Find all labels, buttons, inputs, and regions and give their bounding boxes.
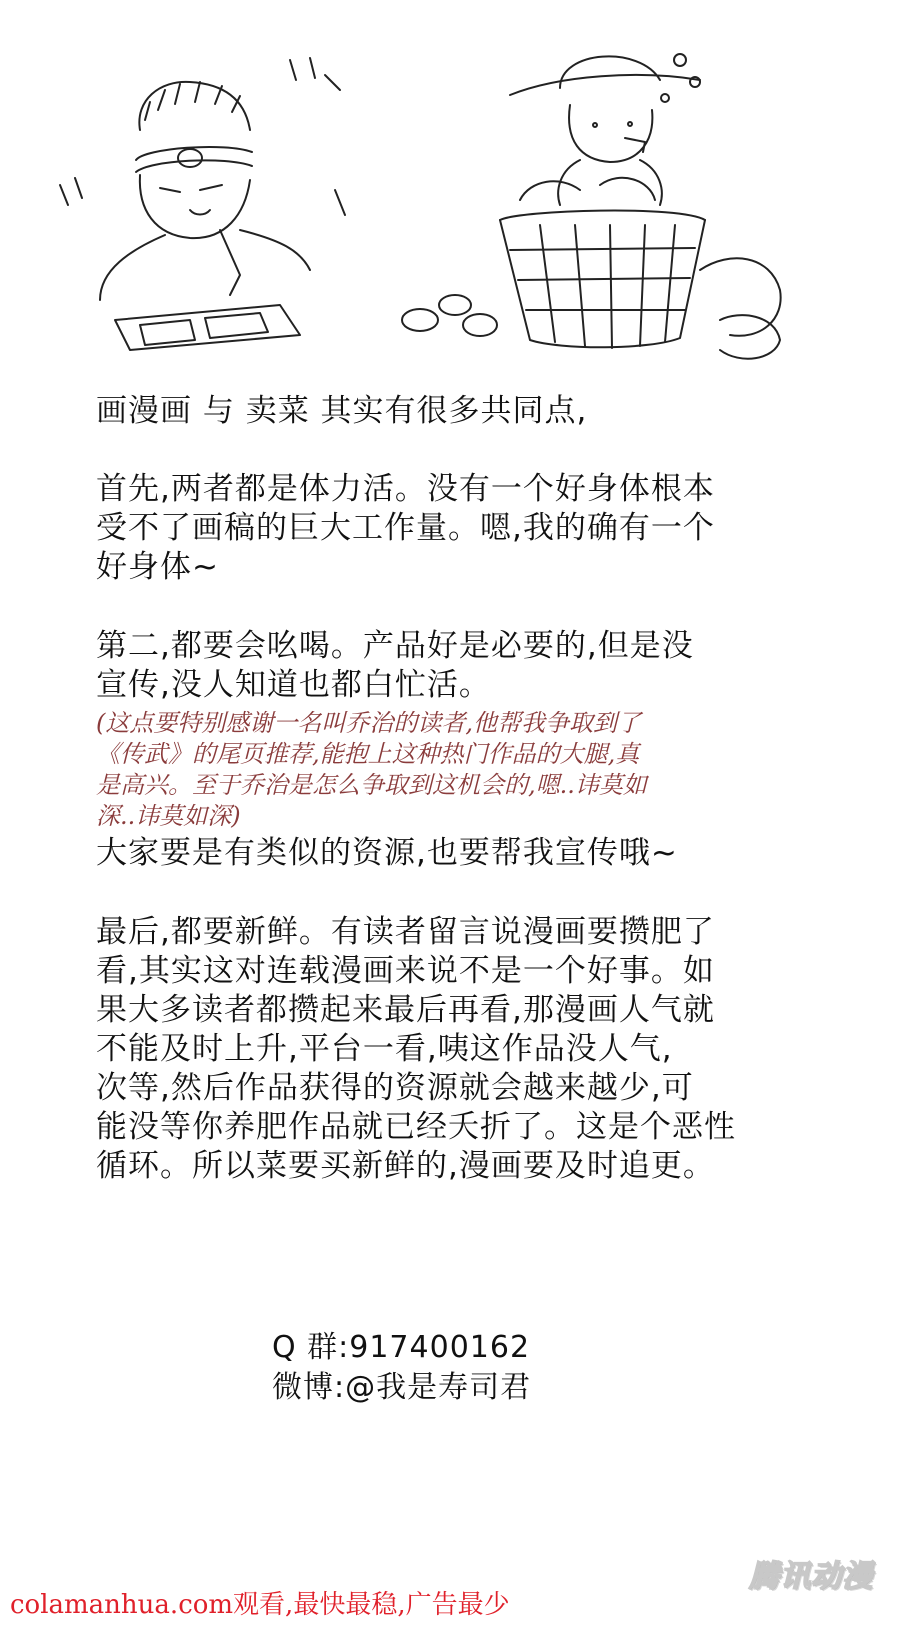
- intro-paragraph: 画漫画 与 卖菜 其实有很多共同点,: [96, 393, 588, 429]
- first-point-paragraph: 首先,两者都是体力活。没有一个好身体根本 受不了画稿的巨大工作量。嗯,我的确有一个 好身体~: [96, 471, 715, 585]
- vendor-figure: [402, 54, 781, 359]
- artist-figure: [60, 58, 345, 350]
- thanks-note: (这点要特别感谢一名叫乔治的读者,他帮我争取到了 《传武》的尾页推荐,能抱上这种热门作品的大腿,真 是高兴。至于乔治是怎么争取到这机会的,嗯..讳莫如 深..讳莫如深): [96, 709, 647, 830]
- footer-link-text: colamanhua.com观看,最快最稳,广告最少: [10, 1590, 510, 1620]
- promotion-request: 大家要是有类似的资源,也要帮我宣传哦~: [96, 835, 678, 871]
- last-point-paragraph: 最后,都要新鲜。有读者留言说漫画要攒肥了 看,其实这对连载漫画来说不是一个好事。如 果大多读者都攒起来最后再看,那漫画人气就 不能及时上升,平台一看,咦这作品没人气, 次等,然后作品获得的资源就会越来越少,可 能没等你养肥作品就已经夭折了。这是个恶性 循环。所以菜要买新鲜的,漫画要及时追更。: [96, 914, 736, 1184]
- illustration: [40, 20, 820, 380]
- second-point-paragraph: 第二,都要会吆喝。产品好是必要的,但是没 宣传,没人知道也都白忙活。: [96, 628, 694, 703]
- watermark-logo: 腾讯动漫: [749, 1559, 873, 1594]
- qq-group: Q 群:917400162: [272, 1330, 531, 1365]
- weibo-handle: 微博:@我是寿司君: [272, 1370, 532, 1405]
